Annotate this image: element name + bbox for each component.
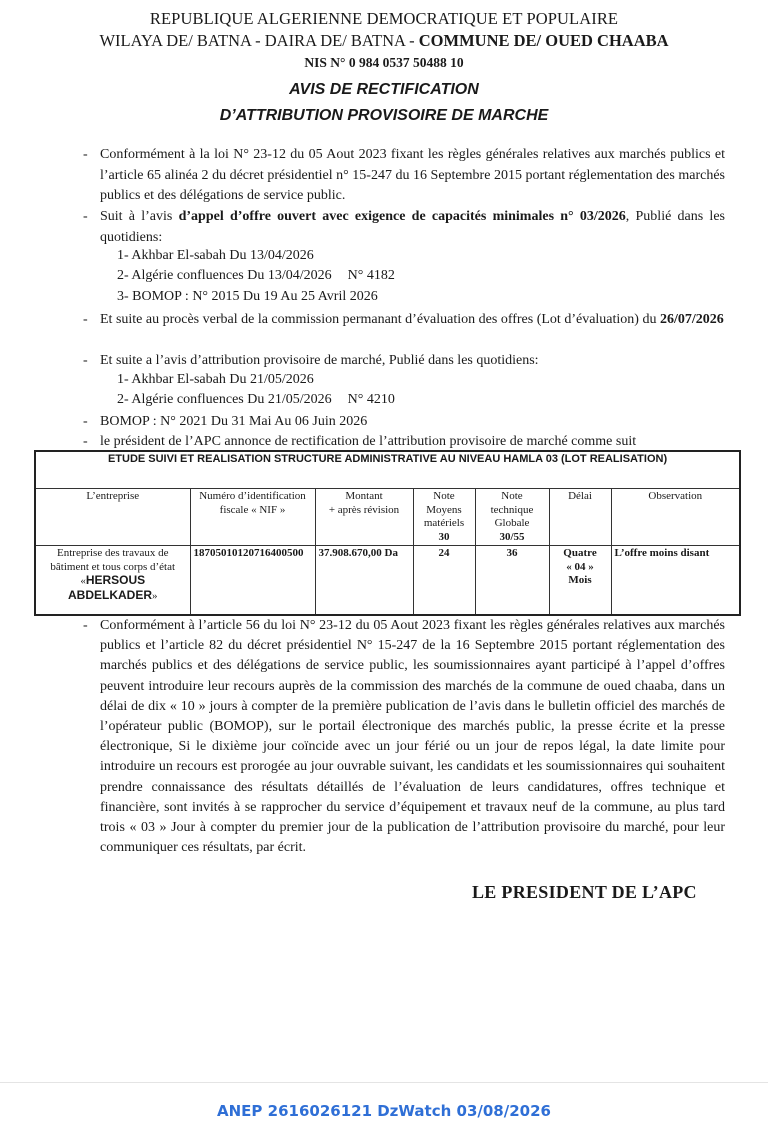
bullet-dash: - [83, 312, 88, 327]
header-montant [315, 489, 413, 546]
header-republique: REPUBLIQUE ALGERIENNE DEMOCRATIQUE ET POPULAIRE [149, 9, 619, 28]
cell-nif: 187050101207164005​00 [190, 546, 315, 616]
header-tech-line2: technique [490, 503, 534, 516]
header-wilaya [0, 31, 768, 51]
header-nis: NIS N° 0 984 0537 50488 10 [304, 55, 464, 70]
publication-text: 1- Akhbar El-sabah Du 21/05/2026 [117, 372, 314, 387]
bullet-dash: - [83, 618, 88, 633]
header-tech-line1: Note [501, 490, 523, 502]
paragraph-annonce-text: le président de l’APC annonce de rectification de l’attribution provisoire de marché comme suit [100, 434, 637, 449]
header-note-technique [475, 489, 549, 546]
table-row [35, 546, 740, 616]
publication-text: 2- Algérie confluences Du 13/04/2026 [117, 268, 332, 283]
paragraph-appel-offre [83, 207, 725, 248]
footer-divider [0, 1082, 768, 1083]
cell-montant: 37.908.670,00 Da [315, 546, 413, 616]
header-wilaya-daira: WILAYA DE/ BATNA - DAIRA DE/ BATNA - [99, 31, 419, 50]
cell-entreprise [35, 546, 190, 616]
paragraph-recours-text: Conformément à l’article 56 du loi N° 23-12 du 05 Aout 2023 fixant les règles générales relatives aux marchés publics et l’article 82 du décret présidentiel N° 15-247 de la 16 Septembre 2015 portant réglementation des marchés publics et des délégations de service public, les soumissionnaires ayant participé à l’appel d’offres peuvent introduire leur recours auprès de la commission des marchés de la commune de oued chaaba, dans un délai de dix « 10 » jours à compter de la première publication de l’avis dans le bulletin officiel des marchés de l’opérateur public (BOMOP), sur le portail électronique des marchés public, la presse écrite et la presse électronique, Si le dixième jour coïncide avec un jour férié ou un jour de repos légal, la date limite pour introduire un recours est prorogée au jour ouvrable suivant, les candidats et les soumissionnaires qui souhaitent prendre connaissance des résultats détaillés de l’évaluation de leurs candidatures, offres technique et financière, sont invités à se rapprocher du service d’équipement et travaux neuf de la commune, au plus tard trois « 03 » Jour à compter du premier jour de la publication de l’attribution provisoire du marché, pour leur communiquer ces résultats, par écrit. [100, 618, 725, 856]
publication-number: N° 4210 [347, 392, 395, 407]
header-note-line1: Note [433, 490, 455, 502]
header-commune: COMMUNE DE/ OUED CHAABA [418, 31, 669, 50]
header-observation: Observation [611, 489, 740, 546]
delai-line1: Quatre [563, 547, 597, 559]
title-line-1: AVIS DE RECTIFICATION [289, 81, 479, 98]
header-tech-max: 30/55 [499, 530, 525, 543]
publication2-item-2 [117, 392, 395, 408]
paragraph-appel-text-c: , Publié dans les quotidiens: [100, 209, 725, 245]
bullet-dash: - [83, 209, 88, 224]
delai-line2: « 04 » [566, 560, 594, 573]
table-header-row [35, 489, 740, 546]
paragraph-avis-text: Et suite a l’avis d’attribution provisoire de marché, Publié dans les quotidiens: [100, 353, 539, 368]
header-nif-line2: fiscale « NIF » [219, 503, 286, 516]
bullet-dash: - [83, 147, 88, 162]
paragraph-bomop [83, 412, 725, 433]
title-line-2: D’ATTRIBUTION PROVISOIRE DE MARCHE [219, 107, 549, 124]
publication-number: N° 4182 [347, 268, 395, 283]
paragraph-pv-date: 26/07/2026 [659, 312, 724, 327]
header-nif [190, 489, 315, 546]
header-entreprise: L’entreprise [35, 489, 190, 546]
header-note-max: 30 [438, 530, 450, 543]
header-tech-line3: Globale [494, 517, 530, 529]
entreprise-close: » [152, 589, 158, 602]
entreprise-name: HERSOUS ABDELKADER [68, 573, 152, 602]
cell-delai [549, 546, 611, 616]
table-title-row [35, 451, 740, 489]
header-note-line2: Moyens [426, 503, 462, 516]
cell-observation: L’offre moins disant [611, 546, 740, 616]
signature-president: LE PRESIDENT DE L’APC [472, 882, 697, 902]
cell-note-technique: 36 [475, 546, 549, 616]
paragraph-pv-text: Et suite au procès verbal de la commission permanant d’évaluation des offres (Lot d’évaluation) du [100, 312, 660, 327]
header-nif-line1: Numéro d’identification [199, 490, 306, 502]
publication-text: 3- BOMOP : N° 2015 Du 19 Au 25 Avril 2026 [117, 289, 378, 304]
header-montant-line2: + après révision [328, 503, 400, 516]
footer-reference: ANEP 2616026121 DzWatch 03/08/2026 [217, 1102, 551, 1120]
paragraph-avis-attribution [83, 351, 725, 372]
bullet-dash: - [83, 414, 88, 429]
header-note-moyens [413, 489, 475, 546]
paragraph-appel-text-bold: d’appel d’offre ouvert avec exigence de capacités minimales n° 03/2026 [178, 209, 626, 224]
paragraph-loi-text: Conformément à la loi N° 23-12 du 05 Aout 2023 fixant les règles générales relatives aux marchés publics et l’article 65 alinéa 2 du décret présidentiel n° 15-247 du 16 Septembre 2015 portant réglementation des marchés publics et des délégations de service public. [100, 147, 725, 204]
publication-item-2 [117, 268, 395, 284]
entreprise-text: Entreprise des travaux de bâtiment et tous corps d’état « [50, 547, 176, 587]
publication-text: 1- Akhbar El-sabah Du 13/04/2026 [117, 248, 314, 263]
cell-note-moyens: 24 [413, 546, 475, 616]
publication-text: 2- Algérie confluences Du 21/05/2026 [117, 392, 332, 407]
paragraph-loi [83, 145, 725, 207]
header-delai: Délai [549, 489, 611, 546]
paragraph-recours [83, 616, 725, 858]
paragraph-bomop-text: BOMOP : N° 2021 Du 31 Mai Au 06 Juin 2026 [100, 414, 368, 429]
attribution-table [34, 450, 741, 616]
header-note-line3: matériels [423, 517, 465, 529]
bullet-dash: - [83, 353, 88, 368]
delai-line3: Mois [568, 574, 592, 586]
publication-item-3 [117, 289, 378, 305]
paragraph-appel-text-a: Suit à l’avis [100, 209, 179, 224]
bullet-dash: - [83, 434, 88, 449]
paragraph-proces-verbal [83, 310, 725, 331]
table-title: ETUDE SUIVI ET REALISATION STRUCTURE ADMINISTRATIVE AU NIVEAU HAMLA 03 (LOT REALISATION) [35, 451, 740, 489]
publication-item-1 [117, 248, 314, 264]
publication2-item-1 [117, 372, 314, 388]
header-montant-line1: Montant [345, 490, 383, 502]
